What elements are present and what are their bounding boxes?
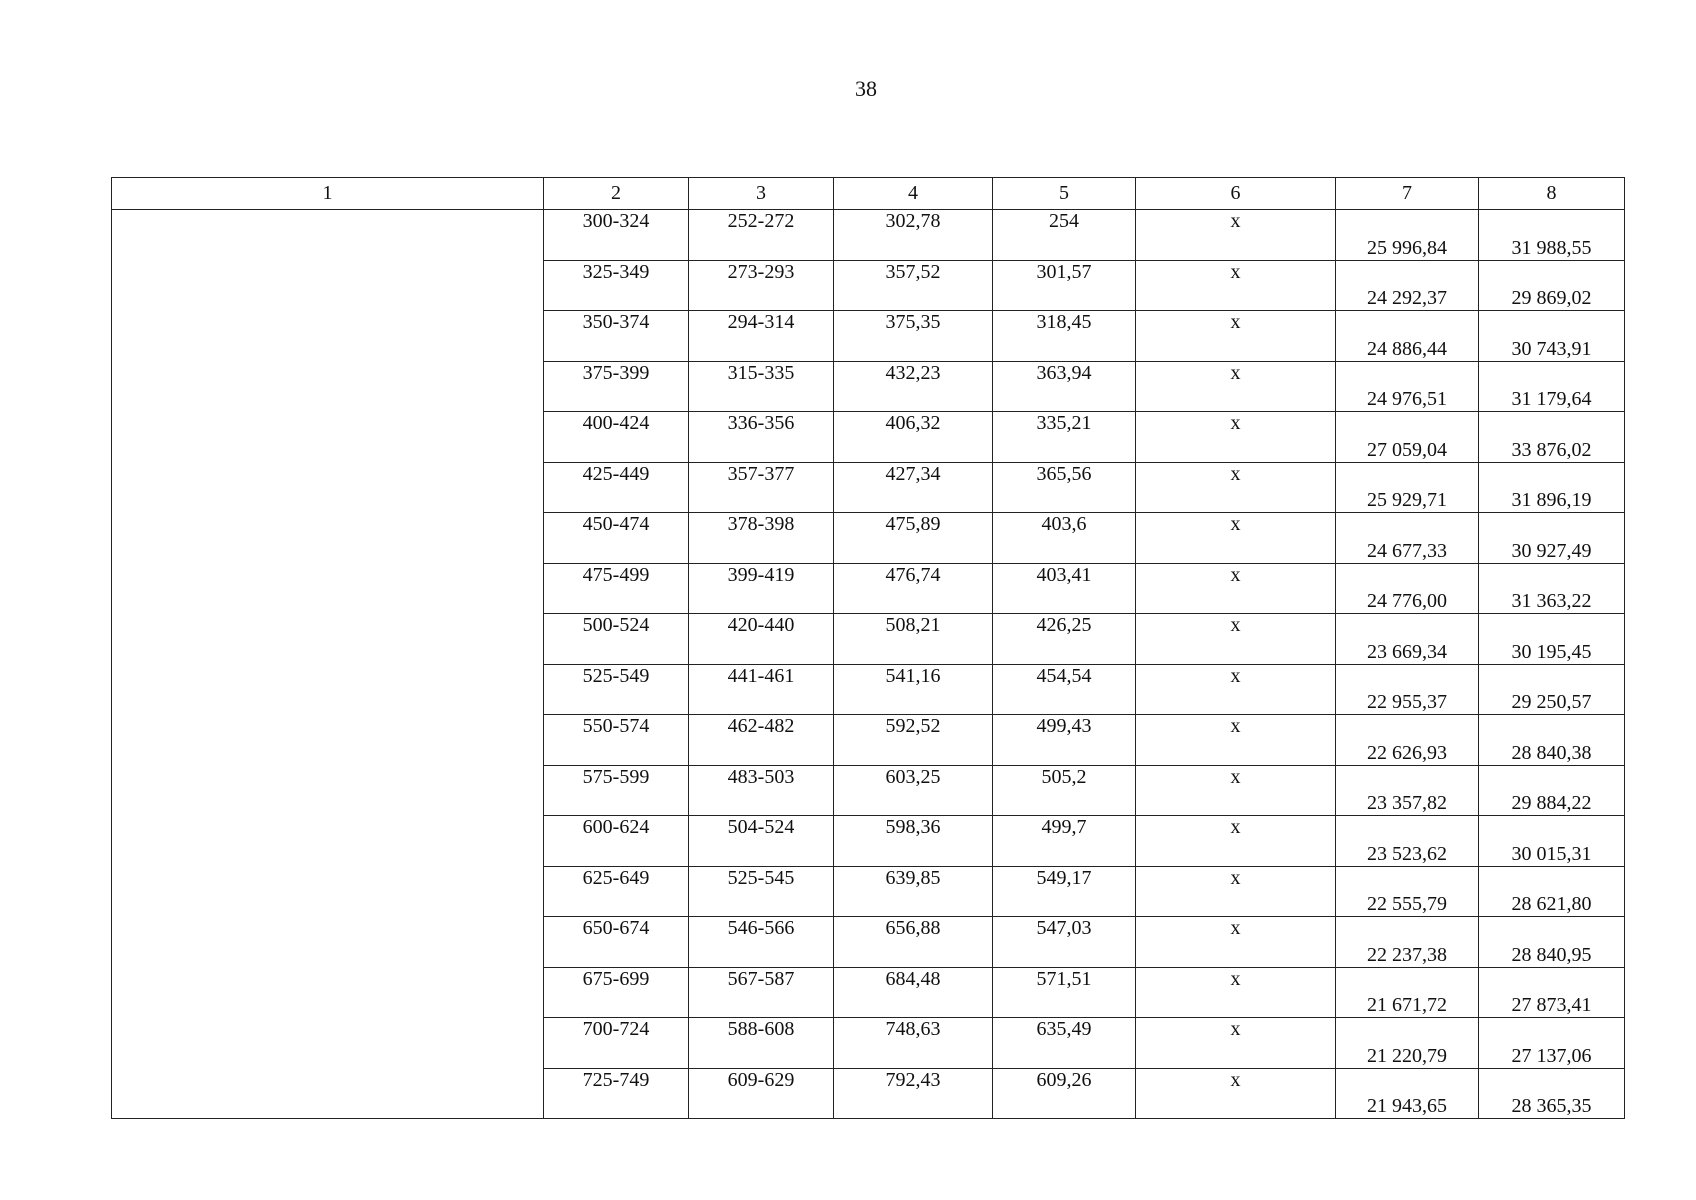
cell-c8: 31 896,19 (1479, 462, 1625, 513)
header-col-3: 3 (689, 178, 834, 210)
cell-c5: 301,57 (993, 260, 1136, 311)
empty-first-column-cell (112, 210, 544, 1119)
cell-c6: x (1136, 614, 1336, 665)
cell-c5: 254 (993, 210, 1136, 261)
cell-c7: 24 776,00 (1336, 563, 1479, 614)
cell-c5: 549,17 (993, 866, 1136, 917)
cell-c5: 403,6 (993, 513, 1136, 564)
table-body (112, 210, 1625, 1119)
cell-c2: 525-549 (544, 664, 689, 715)
cell-c7: 22 555,79 (1336, 866, 1479, 917)
data-table (111, 177, 1625, 1119)
cell-c2: 675-699 (544, 967, 689, 1018)
cell-c3: 294-314 (689, 311, 834, 362)
cell-c6: x (1136, 260, 1336, 311)
header-col-7: 7 (1336, 178, 1479, 210)
header-col-1: 1 (112, 178, 544, 210)
cell-c5: 403,41 (993, 563, 1136, 614)
cell-c4: 603,25 (834, 765, 993, 816)
cell-c8: 28 840,38 (1479, 715, 1625, 766)
cell-c2: 575-599 (544, 765, 689, 816)
cell-c5: 547,03 (993, 917, 1136, 968)
header-col-5: 5 (993, 178, 1136, 210)
cell-c3: 567-587 (689, 967, 834, 1018)
cell-c5: 571,51 (993, 967, 1136, 1018)
cell-c5: 454,54 (993, 664, 1136, 715)
cell-c4: 357,52 (834, 260, 993, 311)
cell-c4: 508,21 (834, 614, 993, 665)
cell-c6: x (1136, 311, 1336, 362)
page-number: 38 (855, 76, 877, 101)
cell-c4: 541,16 (834, 664, 993, 715)
cell-c8: 27 137,06 (1479, 1018, 1625, 1069)
cell-c3: 399-419 (689, 563, 834, 614)
cell-c6: x (1136, 1018, 1336, 1069)
cell-c5: 635,49 (993, 1018, 1136, 1069)
cell-c2: 600-624 (544, 816, 689, 867)
cell-c7: 22 237,38 (1336, 917, 1479, 968)
cell-c4: 748,63 (834, 1018, 993, 1069)
cell-c4: 302,78 (834, 210, 993, 261)
cell-c5: 426,25 (993, 614, 1136, 665)
header-col-4: 4 (834, 178, 993, 210)
cell-c2: 425-449 (544, 462, 689, 513)
cell-c8: 30 195,45 (1479, 614, 1625, 665)
cell-c7: 25 996,84 (1336, 210, 1479, 261)
cell-c4: 792,43 (834, 1068, 993, 1119)
cell-c7: 24 677,33 (1336, 513, 1479, 564)
cell-c4: 656,88 (834, 917, 993, 968)
cell-c2: 375-399 (544, 361, 689, 412)
cell-c2: 700-724 (544, 1018, 689, 1069)
cell-c2: 350-374 (544, 311, 689, 362)
cell-c8: 28 621,80 (1479, 866, 1625, 917)
cell-c3: 546-566 (689, 917, 834, 968)
cell-c3: 273-293 (689, 260, 834, 311)
cell-c3: 420-440 (689, 614, 834, 665)
cell-c6: x (1136, 715, 1336, 766)
cell-c5: 609,26 (993, 1068, 1136, 1119)
cell-c5: 365,56 (993, 462, 1136, 513)
cell-c8: 28 840,95 (1479, 917, 1625, 968)
cell-c2: 650-674 (544, 917, 689, 968)
cell-c3: 252-272 (689, 210, 834, 261)
cell-c6: x (1136, 816, 1336, 867)
cell-c8: 33 876,02 (1479, 412, 1625, 463)
cell-c8: 27 873,41 (1479, 967, 1625, 1018)
cell-c8: 30 015,31 (1479, 816, 1625, 867)
cell-c7: 22 626,93 (1336, 715, 1479, 766)
cell-c8: 31 988,55 (1479, 210, 1625, 261)
cell-c3: 525-545 (689, 866, 834, 917)
cell-c2: 550-574 (544, 715, 689, 766)
header-col-6: 6 (1136, 178, 1336, 210)
table-header (112, 178, 1625, 210)
cell-c4: 598,36 (834, 816, 993, 867)
cell-c6: x (1136, 412, 1336, 463)
cell-c4: 475,89 (834, 513, 993, 564)
table-row (112, 210, 1625, 261)
cell-c7: 22 955,37 (1336, 664, 1479, 715)
cell-c2: 625-649 (544, 866, 689, 917)
cell-c5: 335,21 (993, 412, 1136, 463)
cell-c6: x (1136, 513, 1336, 564)
cell-c5: 363,94 (993, 361, 1136, 412)
cell-c6: x (1136, 917, 1336, 968)
cell-c5: 499,43 (993, 715, 1136, 766)
cell-c6: x (1136, 210, 1336, 261)
cell-c6: x (1136, 462, 1336, 513)
cell-c2: 475-499 (544, 563, 689, 614)
cell-c4: 592,52 (834, 715, 993, 766)
cell-c5: 505,2 (993, 765, 1136, 816)
cell-c8: 29 250,57 (1479, 664, 1625, 715)
cell-c3: 609-629 (689, 1068, 834, 1119)
cell-c3: 336-356 (689, 412, 834, 463)
cell-c8: 29 869,02 (1479, 260, 1625, 311)
cell-c2: 300-324 (544, 210, 689, 261)
cell-c6: x (1136, 361, 1336, 412)
cell-c6: x (1136, 563, 1336, 614)
cell-c5: 318,45 (993, 311, 1136, 362)
cell-c7: 23 357,82 (1336, 765, 1479, 816)
cell-c7: 23 669,34 (1336, 614, 1479, 665)
cell-c2: 325-349 (544, 260, 689, 311)
cell-c2: 400-424 (544, 412, 689, 463)
cell-c3: 483-503 (689, 765, 834, 816)
cell-c7: 25 929,71 (1336, 462, 1479, 513)
cell-c4: 476,74 (834, 563, 993, 614)
cell-c3: 378-398 (689, 513, 834, 564)
header-row (112, 178, 1625, 210)
cell-c3: 357-377 (689, 462, 834, 513)
cell-c3: 588-608 (689, 1018, 834, 1069)
cell-c7: 21 220,79 (1336, 1018, 1479, 1069)
cell-c6: x (1136, 664, 1336, 715)
cell-c7: 21 943,65 (1336, 1068, 1479, 1119)
cell-c2: 725-749 (544, 1068, 689, 1119)
cell-c8: 28 365,35 (1479, 1068, 1625, 1119)
cell-c7: 27 059,04 (1336, 412, 1479, 463)
cell-c4: 432,23 (834, 361, 993, 412)
cell-c6: x (1136, 866, 1336, 917)
cell-c4: 427,34 (834, 462, 993, 513)
header-col-8: 8 (1479, 178, 1625, 210)
cell-c7: 24 976,51 (1336, 361, 1479, 412)
cell-c2: 450-474 (544, 513, 689, 564)
cell-c3: 462-482 (689, 715, 834, 766)
cell-c4: 375,35 (834, 311, 993, 362)
cell-c4: 639,85 (834, 866, 993, 917)
cell-c3: 315-335 (689, 361, 834, 412)
cell-c8: 30 927,49 (1479, 513, 1625, 564)
cell-c7: 24 292,37 (1336, 260, 1479, 311)
cell-c6: x (1136, 765, 1336, 816)
cell-c8: 31 179,64 (1479, 361, 1625, 412)
cell-c5: 499,7 (993, 816, 1136, 867)
cell-c8: 29 884,22 (1479, 765, 1625, 816)
header-col-2: 2 (544, 178, 689, 210)
cell-c4: 406,32 (834, 412, 993, 463)
cell-c6: x (1136, 967, 1336, 1018)
cell-c3: 441-461 (689, 664, 834, 715)
cell-c4: 684,48 (834, 967, 993, 1018)
cell-c7: 23 523,62 (1336, 816, 1479, 867)
cell-c7: 24 886,44 (1336, 311, 1479, 362)
cell-c7: 21 671,72 (1336, 967, 1479, 1018)
cell-c8: 30 743,91 (1479, 311, 1625, 362)
cell-c8: 31 363,22 (1479, 563, 1625, 614)
cell-c3: 504-524 (689, 816, 834, 867)
cell-c6: x (1136, 1068, 1336, 1119)
cell-c2: 500-524 (544, 614, 689, 665)
